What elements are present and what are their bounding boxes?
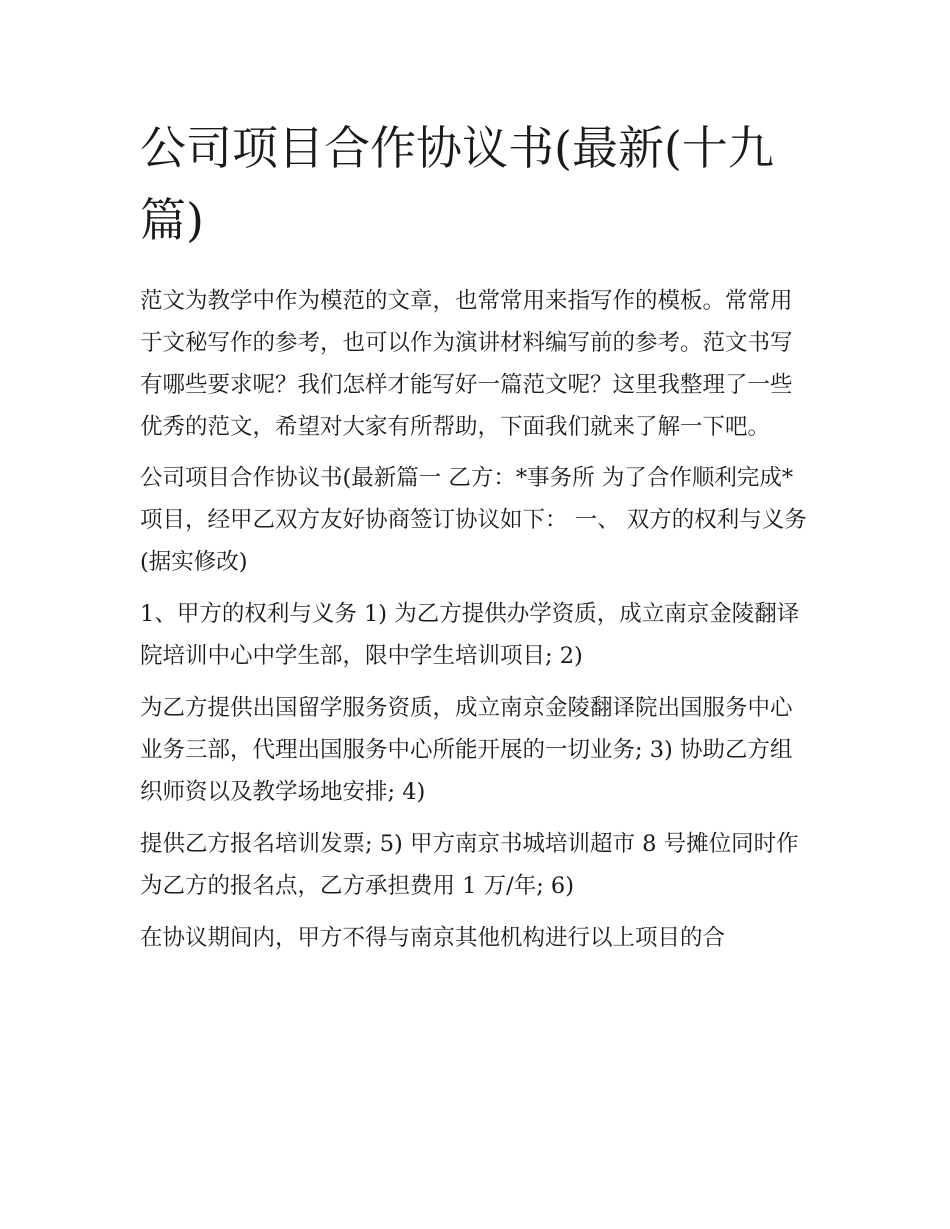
document-body xyxy=(140,280,812,969)
document-title: 公司项目合作协议书(最新(十九篇) xyxy=(140,121,774,247)
paragraph-clause-2-3: 为乙方提供出国留学服务资质，成立南京金陵翻译院出国服务中心业务三部，代理出国服务中心所能开展的一切业务; 3) 协助乙方组织师资以及教学场地安排; 4) xyxy=(140,695,793,805)
paragraph-agreement-intro: 公司项目合作协议书(最新篇一 乙方：*事务所 为了合作顺利完成*项目，经甲乙双方友好协商签订协议如下： 一、 双方的权利与义务(据实修改) xyxy=(140,465,807,575)
paragraph-clause-1: 1、甲方的权利与义务 1) 为乙方提供办学资质，成立南京金陵翻译院培训中心中学生部，限中学生培训项目; 2) xyxy=(140,601,800,669)
paragraph-intro: 范文为教学中作为模范的文章，也常常用来指写作的模板。常常用于文秘写作的参考，也可以作为演讲材料编写前的参考。范文书写有哪些要求呢？我们怎样才能写好一篇范文呢？这里我整理了一些优秀的范文，希望对大家有所帮助，下面我们就来了解一下吧。 xyxy=(140,288,793,440)
paragraph-clause-6: 在协议期间内，甲方不得与南京其他机构进行以上项目的合 xyxy=(140,925,726,951)
paragraph-clause-4-5: 提供乙方报名培训发票; 5) 甲方南京书城培训超市 8 号摊位同时作为乙方的报名点，乙方承担费用 1 万/年; 6) xyxy=(140,831,799,899)
